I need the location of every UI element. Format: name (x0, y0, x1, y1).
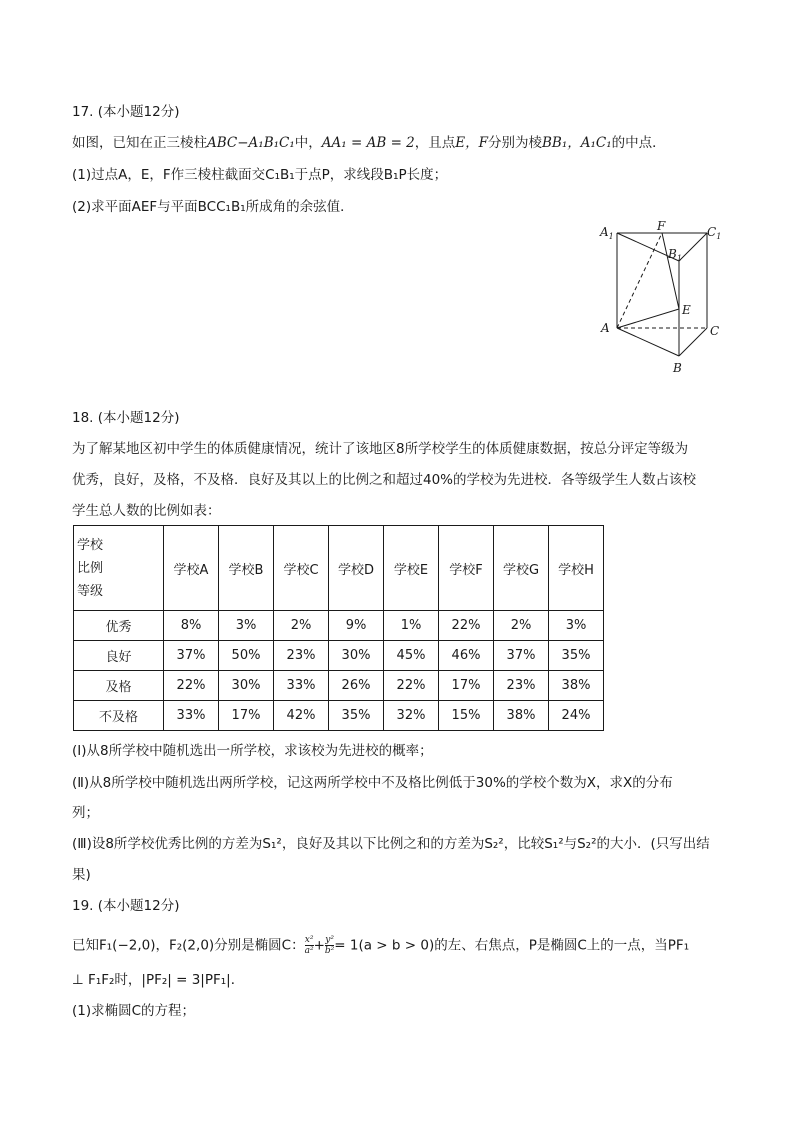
q17-stem (72, 133, 666, 153)
table-cell: 2% (274, 611, 329, 641)
table-cell: 50% (219, 641, 274, 671)
edge-ae (617, 309, 679, 328)
grade-label: 优秀 (74, 611, 164, 641)
label-c1: $C_1$ (707, 225, 722, 241)
label-b: B (673, 361, 682, 375)
q18-part2-line2: 列； (72, 805, 99, 821)
school-header-e: 学校E (384, 526, 439, 611)
table-cell: 26% (329, 671, 384, 701)
q19-line1-b: = 1(a > b > 0)的左、右焦点，P是椭圆C上的一点，当PF₁ (334, 937, 690, 954)
school-header-g: 学校G (494, 526, 549, 611)
table-cell: 2% (494, 611, 549, 641)
edge-af-hidden (617, 233, 662, 328)
table-cell: 37% (494, 641, 549, 671)
table-cell: 33% (274, 671, 329, 701)
q18-part3-line2: 果) (72, 867, 91, 883)
q17-part1: (1)过点A，E，F作三棱柱截面交C₁B₁于点P，求线段B₁P长度； (72, 167, 448, 183)
table-cell: 32% (384, 701, 439, 731)
table-cell: 30% (219, 671, 274, 701)
ellipse-x-fraction: $\frac{\text{x²}}{\text{a²}}$ (304, 935, 314, 956)
q17-points: E，F (455, 135, 488, 151)
q17-prism-name: ABC−A₁B₁C₁ (207, 135, 295, 151)
table-cell: 23% (494, 671, 549, 701)
table-header-row (74, 526, 604, 611)
edge-b1c1 (679, 233, 707, 261)
table-cell: 1% (384, 611, 439, 641)
q19-line1-a: 已知F₁(−2,0)，F₂(2,0)分别是椭圆C： (72, 937, 305, 954)
q19-line2: ⊥ F₁F₂时，|PF₂| = 3|PF₁|． (72, 972, 245, 988)
table-cell: 30% (329, 641, 384, 671)
prism-figure (596, 218, 726, 378)
school-header-a: 学校A (164, 526, 219, 611)
q18-intro-line2: 优秀，良好，及格，不及格．良好及其以上的比例之和超过40%的学校为先进校．各等级学生人数占该校 (72, 472, 697, 488)
table-cell: 38% (549, 671, 604, 701)
table-row (74, 611, 604, 641)
q18-intro-line3: 学生总人数的比例如表： (72, 503, 221, 519)
edge-bc (679, 328, 707, 356)
q19-header: 19. (本小题12分) (72, 898, 180, 914)
table-cell: 8% (164, 611, 219, 641)
school-header-b: 学校B (219, 526, 274, 611)
table-row (74, 641, 604, 671)
table-cell: 15% (439, 701, 494, 731)
table-row (74, 701, 604, 731)
q18-part3-line1: (Ⅲ)设8所学校优秀比例的方差为S₁²，良好及其以下比例之和的方差为S₂²，比较S₁²与S₂²的大小．(只写出结 (72, 836, 710, 852)
table-cell: 46% (439, 641, 494, 671)
q18-intro-line1: 为了解某地区初中学生的体质健康情况，统计了该地区8所学校学生的体质健康数据，按总分评定等级为 (72, 441, 689, 457)
q17-part2: (2)求平面AEF与平面BCC₁B₁所成角的余弦值． (72, 199, 354, 215)
table-cell: 24% (549, 701, 604, 731)
table-cell: 45% (384, 641, 439, 671)
label-f: F (657, 219, 666, 233)
ellipse-y-fraction: $\frac{\text{y²}}{\text{b²}}$ (324, 935, 335, 956)
q18-part2-line1: (Ⅱ)从8所学校中随机选出两所学校，记这两所学校中不及格比例低于30%的学校个数为X，求X的分布 (72, 775, 673, 791)
label-b1: $B_1$ (668, 247, 682, 263)
table-corner-cell (74, 526, 164, 611)
table-row (74, 671, 604, 701)
table-cell: 33% (164, 701, 219, 731)
q17-condition: AA₁ = AB = 2 (321, 135, 415, 151)
table-cell: 9% (329, 611, 384, 641)
table-cell: 37% (164, 641, 219, 671)
edge-ab (617, 328, 679, 356)
table-cell: 22% (164, 671, 219, 701)
q17-stem-a: 如图，已知在正三棱柱 (72, 135, 207, 151)
corner-label-ratio: 比例 (77, 560, 104, 576)
table-cell: 22% (384, 671, 439, 701)
grade-label: 良好 (74, 641, 164, 671)
table-cell: 35% (549, 641, 604, 671)
label-e: E (682, 303, 691, 317)
table-cell: 35% (329, 701, 384, 731)
q18-part1: (Ⅰ)从8所学校中随机选出一所学校，求该校为先进校的概率； (72, 743, 433, 759)
q17-stem-e: 的中点． (611, 135, 666, 151)
table-cell: 42% (274, 701, 329, 731)
label-c: C (710, 324, 720, 338)
table-cell: 17% (219, 701, 274, 731)
q18-header: 18. (本小题12分) (72, 410, 180, 426)
corner-label-grade: 等级 (77, 583, 104, 599)
q17-stem-d: 分别为棱 (488, 135, 542, 151)
edge-fe (662, 233, 679, 309)
table-cell: 3% (549, 611, 604, 641)
prism-diagram (596, 218, 726, 378)
plus-sign: + (313, 937, 325, 954)
q17-header: 17. (本小题12分) (72, 104, 180, 120)
grade-ratio-table (73, 525, 604, 731)
table-cell: 23% (274, 641, 329, 671)
q17-stem-c: ，且点 (414, 135, 456, 151)
label-a: A (601, 321, 610, 335)
table-cell: 22% (439, 611, 494, 641)
grade-label: 及格 (74, 671, 164, 701)
q19-part1: (1)求椭圆C的方程； (72, 1003, 196, 1019)
school-header-h: 学校H (549, 526, 604, 611)
corner-label-school: 学校 (77, 537, 104, 553)
q17-edges: BB₁，A₁C₁ (542, 135, 612, 151)
school-header-d: 学校D (329, 526, 384, 611)
school-header-f: 学校F (439, 526, 494, 611)
q17-stem-b: 中， (294, 135, 322, 151)
q19-line1 (72, 935, 689, 956)
school-header-c: 学校C (274, 526, 329, 611)
table-cell: 17% (439, 671, 494, 701)
grade-label: 不及格 (74, 701, 164, 731)
label-a1: $A_1$ (600, 225, 614, 241)
table-cell: 3% (219, 611, 274, 641)
table-cell: 38% (494, 701, 549, 731)
